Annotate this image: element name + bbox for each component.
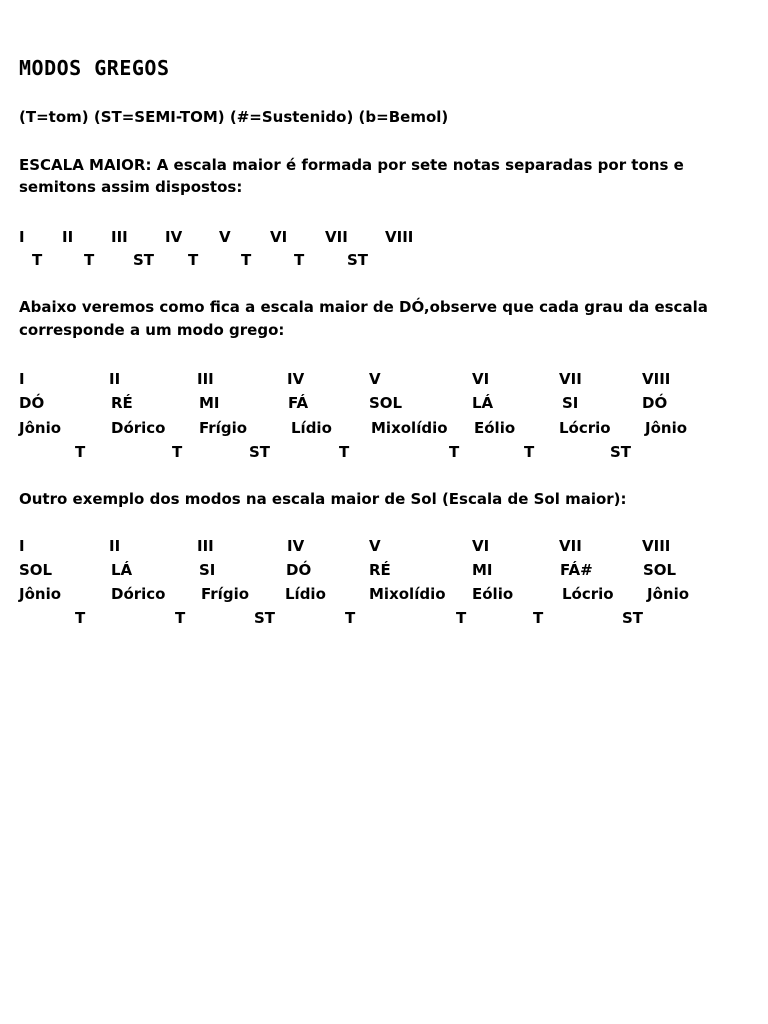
interval-label: T: [75, 609, 86, 627]
degree-label: III: [197, 537, 214, 555]
interval-label: ST: [622, 609, 644, 627]
note-label: LÁ: [111, 561, 133, 579]
note-label: SI: [199, 561, 216, 579]
interval-label: T: [345, 609, 356, 627]
interval-label: T: [241, 251, 252, 269]
degree-label: I: [19, 537, 25, 555]
mode-label: Lócrio: [562, 585, 614, 603]
note-label: RÉ: [111, 394, 133, 412]
degree-label: III: [111, 228, 128, 246]
degree-label: VIII: [642, 537, 671, 555]
note-label: MI: [199, 394, 220, 412]
interval-label: T: [32, 251, 43, 269]
example1-intro-line-2: corresponde a um modo grego:: [19, 321, 285, 339]
mode-label: Dórico: [111, 585, 166, 603]
intro-line-1: ESCALA MAIOR: A escala maior é formada por sete notas separadas por tons e: [19, 156, 684, 174]
interval-label: T: [339, 443, 350, 461]
interval-label: T: [456, 609, 467, 627]
note-label: FÁ: [288, 394, 309, 412]
degree-label: IV: [287, 370, 305, 388]
note-label: FÁ#: [560, 561, 593, 579]
mode-label: Jônio: [19, 419, 62, 437]
interval-label: ST: [347, 251, 369, 269]
interval-label: T: [75, 443, 86, 461]
note-label: DÓ: [286, 561, 312, 579]
mode-label: Lídio: [291, 419, 332, 437]
degree-label: III: [197, 370, 214, 388]
degree-label: II: [109, 537, 121, 555]
interval-label: T: [449, 443, 460, 461]
mode-label: Eólio: [474, 419, 516, 437]
degree-label: IV: [165, 228, 183, 246]
note-label: SOL: [19, 561, 53, 579]
interval-label: T: [188, 251, 199, 269]
mode-label: Frígio: [201, 585, 250, 603]
degree-label: VI: [472, 370, 490, 388]
mode-label: Lócrio: [559, 419, 611, 437]
degree-label: V: [219, 228, 231, 246]
mode-label: Mixolídio: [369, 585, 446, 603]
interval-label: T: [84, 251, 95, 269]
interval-label: ST: [133, 251, 155, 269]
mode-label: Eólio: [472, 585, 514, 603]
interval-label: T: [524, 443, 535, 461]
note-label: DÓ: [642, 394, 668, 412]
legend-line: (T=tom) (ST=SEMI-TOM) (#=Sustenido) (b=Bemol): [19, 108, 449, 126]
note-label: RÉ: [369, 561, 391, 579]
degree-label: VIII: [642, 370, 671, 388]
intro-line-2: semitons assim dispostos:: [19, 178, 243, 196]
page-title: MODOS GREGOS: [19, 56, 170, 80]
mode-label: Jônio: [645, 419, 688, 437]
note-label: SI: [562, 394, 579, 412]
note-label: MI: [472, 561, 493, 579]
note-label: DÓ: [19, 394, 45, 412]
mode-label: Jônio: [647, 585, 690, 603]
degree-label: I: [19, 370, 25, 388]
degree-label: VII: [559, 537, 582, 555]
interval-label: ST: [610, 443, 632, 461]
example2-intro: Outro exemplo dos modos na escala maior de Sol (Escala de Sol maior):: [19, 490, 627, 508]
degree-label: VIII: [385, 228, 414, 246]
degree-label: II: [62, 228, 74, 246]
mode-label: Frígio: [199, 419, 248, 437]
degree-label: VII: [325, 228, 348, 246]
interval-label: ST: [254, 609, 276, 627]
interval-label: T: [294, 251, 305, 269]
degree-label: VI: [472, 537, 490, 555]
degree-label: VII: [559, 370, 582, 388]
degree-label: II: [109, 370, 121, 388]
degree-label: V: [369, 370, 381, 388]
degree-label: V: [369, 537, 381, 555]
interval-label: T: [172, 443, 183, 461]
note-label: SOL: [643, 561, 677, 579]
degree-label: VI: [270, 228, 288, 246]
mode-label: Dórico: [111, 419, 166, 437]
interval-label: T: [175, 609, 186, 627]
degree-label: I: [19, 228, 25, 246]
mode-label: Mixolídio: [371, 419, 448, 437]
mode-label: Jônio: [19, 585, 62, 603]
mode-label: Lídio: [285, 585, 326, 603]
example1-intro-line-1: Abaixo veremos como fica a escala maior de DÓ,observe que cada grau da escala: [19, 298, 708, 316]
interval-label: T: [533, 609, 544, 627]
note-label: SOL: [369, 394, 403, 412]
interval-label: ST: [249, 443, 271, 461]
note-label: LÁ: [472, 394, 494, 412]
degree-label: IV: [287, 537, 305, 555]
